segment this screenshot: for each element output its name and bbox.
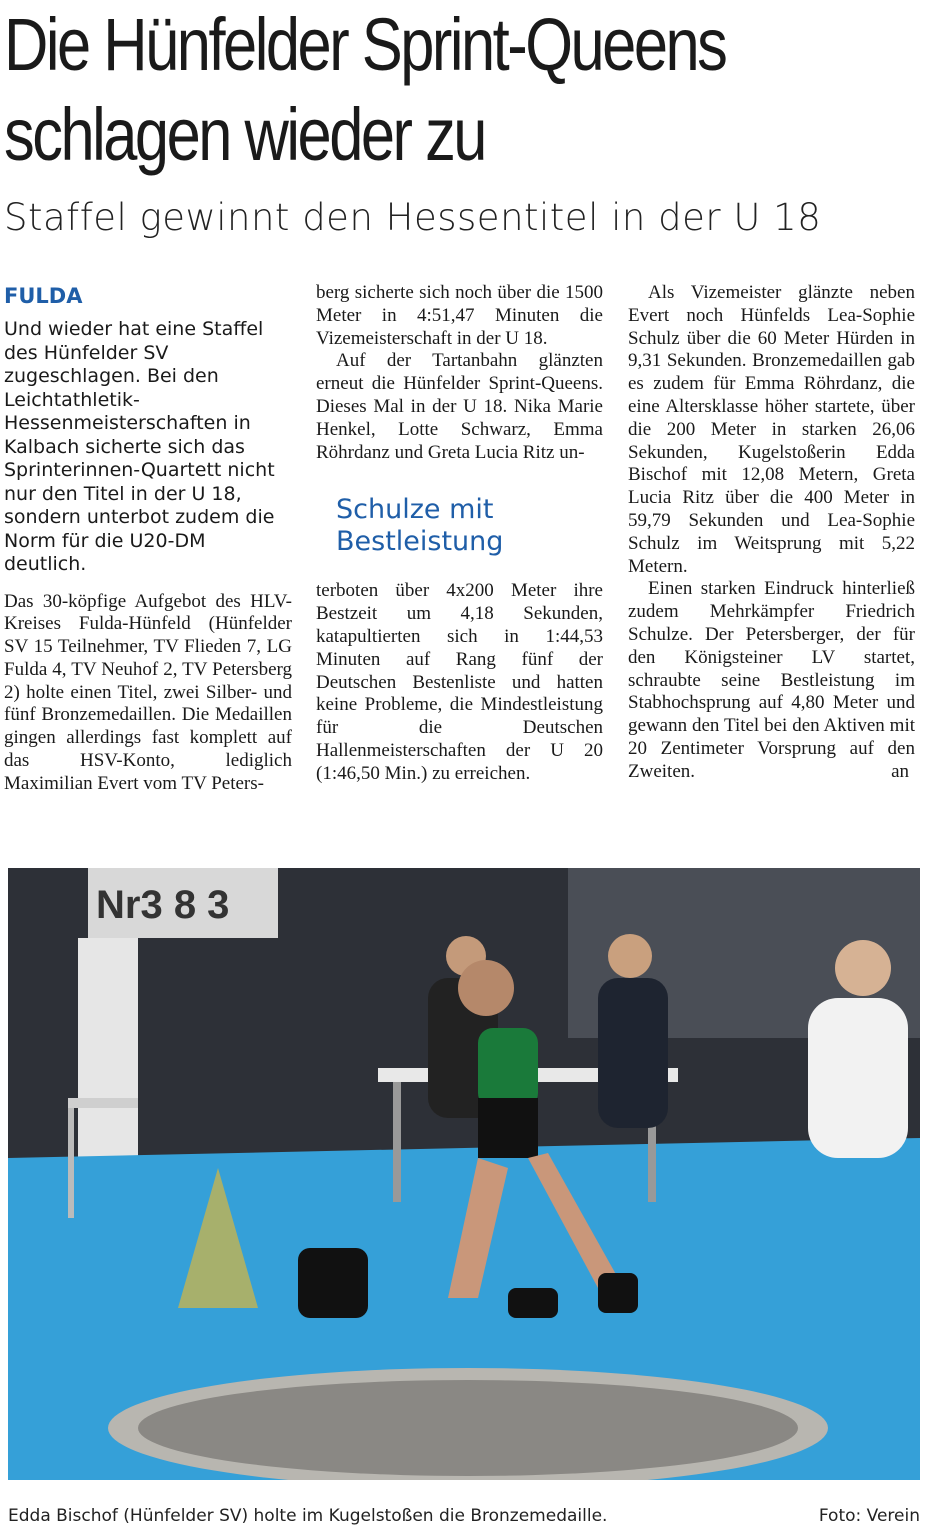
body-paragraph: berg sicherte sich noch über die 1500 Meter in 4:51,47 Minuten die Vizemeisterschaft in der U 18.	[316, 282, 603, 349]
headline-line-2: schlagen wieder zu	[4, 93, 485, 176]
body-paragraph-text: Einen starken Eindruck hinterließ zudem Mehrkämpfer Friedrich Schulze. Der Petersberger, der für den Königsteiner LV startet, schraubte seine Bestleistung im Stabhochsprung auf 4,80 Meter und gewann den Titel bei den Aktiven mit 20 Zentimeter Vorsprung auf den Zweiten.	[628, 578, 915, 782]
body-paragraph: terboten über 4x200 Meter ihre Bestzeit um 4,18 Sekunden, katapultierten sich in 1:44,53 Minuten auf Rang fünf der Deutschen Bestenliste und hatten keine Probleme, die Mindestleistung für die Deutschen Hallenmeisterschaften der U 20 (1:46,50 Min.) zu erreichen.	[316, 580, 603, 784]
headline-line-1: Die Hünfelder Sprint-Queens	[4, 3, 726, 86]
photo-credit: Foto: Verein	[818, 1506, 920, 1526]
column-3	[628, 282, 915, 784]
column-1	[4, 282, 292, 796]
lead-paragraph: Und wieder hat eine Staffel des Hünfelder SV zugeschlagen. Bei den Leichtathletik-Hessenmeisterschaften in Kalbach sicherte sich das Sprinterinnen-Quartett nicht nur den Titel in der U 18, sondern unterbot zudem die Norm für die U20-DM deutlich.	[4, 318, 275, 575]
body-paragraph: Auf der Tartanbahn glänzten erneut die Hünfelder Sprint-Queens. Dieses Mal in der U 18. Nika Marie Henkel, Lotte Schwarz, Emma Röhrdanz und Greta Lucia Ritz un-	[316, 350, 603, 463]
body-paragraph	[628, 578, 915, 783]
inline-subheading	[336, 494, 603, 558]
inline-subheading-line-1: Schulze mit	[336, 494, 494, 526]
article-photo	[8, 868, 920, 1480]
headline	[4, 0, 934, 180]
subheadline: Staffel gewinnt den Hessentitel in der U 18	[4, 196, 822, 239]
author-initials: an	[891, 760, 909, 782]
photo-scene	[8, 868, 920, 1480]
start-number-sign: Nr3 8 3	[96, 883, 230, 927]
column-2	[316, 282, 603, 786]
dateline: FULDA	[4, 284, 83, 308]
photo-caption: Edda Bischof (Hünfelder SV) holte im Kugelstoßen die Bronzemedaille.	[8, 1506, 608, 1526]
inline-subheading-line-2: Bestleistung	[336, 526, 504, 558]
body-paragraph: Das 30-köpfige Aufgebot des HLV-Kreises Fulda-Hünfeld (Hünfelder SV 15 Teilnehmer, TV Flieden 7, LG Fulda 4, TV Neuhof 2, TV Petersberg 2) holte einen Titel, zwei Silber- und fünf Bronzemedaillen. Die Medaillen gingen allerdings fast komplett auf das HSV-Konto, lediglich Maximilian Evert vom TV Peters-	[4, 590, 292, 794]
body-paragraph: Als Vizemeister glänzte neben Evert noch Hünfelds Lea-Sophie Schulz über die 60 Meter Hürden in 9,31 Sekunden. Bronzemedaillen gab es zudem für Emma Röhrdanz, die eine Altersklasse höher startete, über die 200 Meter in starken 26,06 Sekunden, Kugelstoßerin Edda Bischof mit 12,08 Metern, Greta Lucia Ritz über die 400 Meter in 59,79 Sekunden und Lea-Sophie Schulz im Weitsprung mit 5,22 Metern.	[628, 282, 915, 577]
photo-caption-bar	[8, 1504, 920, 1528]
